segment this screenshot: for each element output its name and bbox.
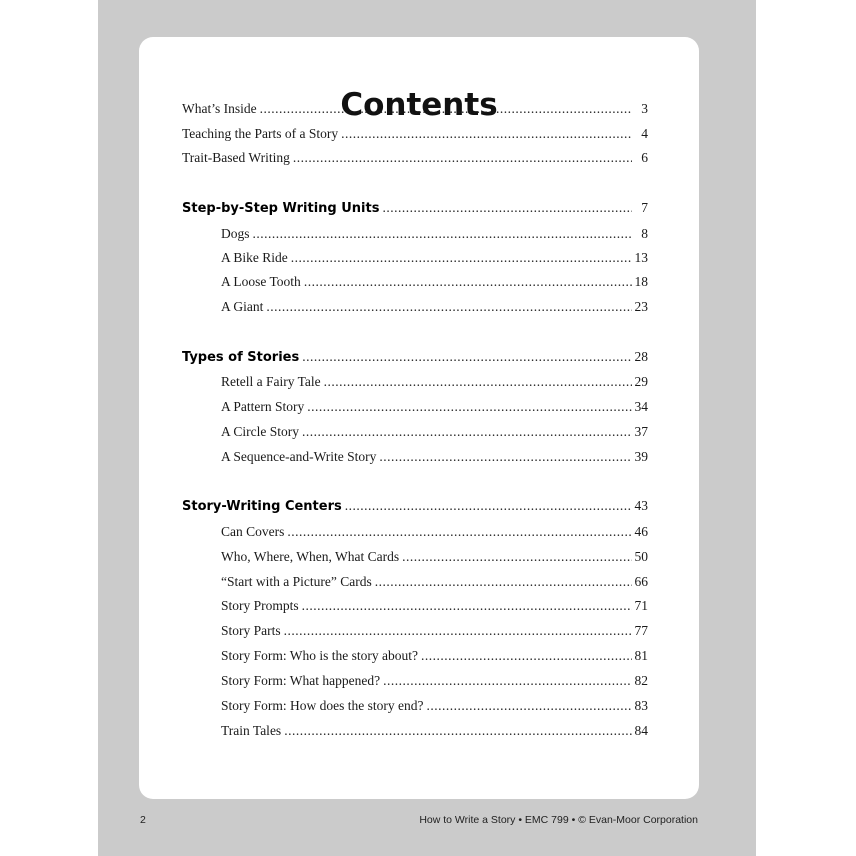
leader-dots (291, 250, 632, 266)
leader-dots (383, 673, 632, 689)
toc-entry-loose-tooth (221, 274, 648, 294)
toc-section-label: Step-by-Step Writing Units (182, 201, 380, 216)
toc-entry-page: 3 (641, 101, 648, 116)
leader-dots (379, 449, 632, 465)
toc-entry-circle-story (221, 424, 648, 444)
toc-entry-page: 28 (634, 349, 648, 364)
toc-entry-label: Who, Where, When, What Cards (221, 549, 400, 564)
leader-dots (304, 274, 632, 290)
leader-dots (293, 150, 632, 166)
toc-entry-label: A Circle Story (221, 424, 299, 439)
leader-dots (324, 374, 632, 390)
toc-entry-label: A Giant (221, 299, 264, 314)
leader-dots (302, 424, 632, 440)
toc-entry-bike-ride (221, 250, 648, 270)
leader-dots (284, 723, 632, 739)
leader-dots (345, 498, 632, 514)
leader-dots (302, 598, 632, 614)
footer-credit: How to Write a Story • EMC 799 • © Evan-Moor Corporation (419, 814, 698, 826)
leader-dots (382, 200, 632, 216)
toc-entry-label: What’s Inside (182, 101, 257, 116)
toc-entry-label: Can Covers (221, 524, 285, 539)
toc-section-types-of-stories (182, 349, 648, 369)
leader-dots (341, 126, 632, 142)
toc-entry-page: 82 (634, 673, 648, 688)
leader-dots (284, 623, 632, 639)
toc-entry-label: Train Tales (221, 723, 282, 738)
toc-entry-label: A Sequence-and-Write Story (221, 449, 377, 464)
toc-entry-label: Retell a Fairy Tale (221, 374, 321, 389)
toc-entry-trait-based (182, 150, 648, 170)
toc-entry-label: Trait-Based Writing (182, 150, 290, 165)
toc-entry-page: 23 (634, 299, 648, 314)
toc-entry-label: “Start with a Picture” Cards (221, 574, 372, 589)
leader-dots (253, 226, 632, 242)
toc-entry-page: 39 (634, 449, 648, 464)
toc-section-label: Story-Writing Centers (182, 499, 342, 514)
toc-entry-label: Teaching the Parts of a Story (182, 126, 339, 141)
toc-entry-story-parts (221, 623, 648, 643)
toc-entry-label: A Bike Ride (221, 250, 288, 265)
toc-entry-whats-inside (182, 101, 648, 121)
toc-entry-dogs (221, 226, 648, 246)
toc-entry-train-tales (221, 723, 648, 743)
page-title: Contents (340, 87, 498, 123)
toc-entry-page: 50 (634, 549, 648, 564)
toc-entry-label: A Loose Tooth (221, 274, 301, 289)
toc-section-label: Types of Stories (182, 350, 300, 365)
toc-entry-page: 66 (634, 574, 648, 589)
toc-entry-label: Story Prompts (221, 598, 299, 613)
toc-entry-page: 34 (634, 399, 648, 414)
toc-entry-label: Story Form: How does the story end? (221, 698, 424, 713)
toc-entry-teaching-parts (182, 126, 648, 146)
toc-entry-page: 46 (634, 524, 648, 539)
leader-dots (421, 648, 632, 664)
toc-entry-page: 83 (634, 698, 648, 713)
toc-entry-who-where-cards (221, 549, 648, 569)
toc-entry-label: A Pattern Story (221, 399, 305, 414)
toc-entry-pattern-story (221, 399, 648, 419)
toc-entry-label: Dogs (221, 226, 250, 241)
toc-entry-page: 6 (641, 150, 648, 165)
toc-entry-sequence-story (221, 449, 648, 469)
toc-entry-form-end (221, 698, 648, 718)
toc-entry-page: 43 (634, 498, 648, 513)
toc-entry-label: Story Parts (221, 623, 281, 638)
toc-entry-label: Story Form: What happened? (221, 673, 381, 688)
toc-entry-picture-cards (221, 574, 648, 594)
toc-entry-page: 84 (634, 723, 648, 738)
toc-entry-page: 13 (634, 250, 648, 265)
leader-dots (426, 698, 632, 714)
toc-entry-page: 81 (634, 648, 648, 663)
toc-entry-page: 29 (634, 374, 648, 389)
toc-entry-can-covers (221, 524, 648, 544)
leader-dots (402, 549, 632, 565)
leader-dots (266, 299, 632, 315)
toc-entry-form-who (221, 648, 648, 668)
leader-dots (375, 574, 632, 590)
toc-entry-page: 7 (641, 200, 648, 215)
toc-entry-page: 18 (634, 274, 648, 289)
leader-dots (302, 349, 632, 365)
toc-entry-form-what (221, 673, 648, 693)
toc-entry-page: 77 (634, 623, 648, 638)
toc-entry-label: Story Form: Who is the story about? (221, 648, 418, 663)
toc-entry-page: 8 (641, 226, 648, 241)
page-number: 2 (140, 814, 146, 826)
leader-dots (307, 399, 632, 415)
toc-entry-page: 71 (634, 598, 648, 613)
toc-entry-page: 37 (634, 424, 648, 439)
toc-section-step-by-step (182, 200, 648, 220)
toc-entry-page: 4 (641, 126, 648, 141)
toc-entry-fairy-tale (221, 374, 648, 394)
toc-entry-story-prompts (221, 598, 648, 618)
leader-dots (260, 101, 632, 117)
leader-dots (287, 524, 632, 540)
toc-section-story-writing-centers (182, 498, 648, 518)
toc-entry-giant (221, 299, 648, 319)
